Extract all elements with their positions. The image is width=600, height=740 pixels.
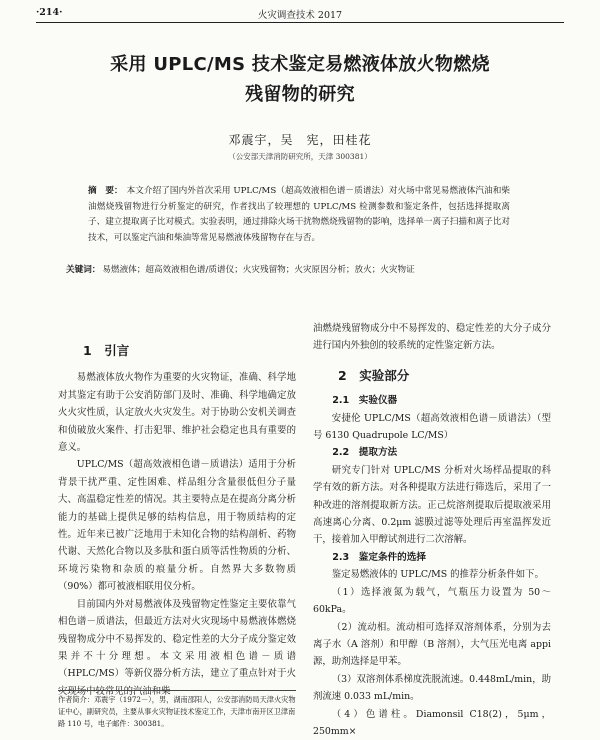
section-heading-introduction: 1 引言 [83, 343, 130, 358]
paragraph: 鉴定易燃液体的 UPLC/MS 的推荐分析条件如下。 [331, 569, 544, 581]
paragraph: 易燃液体放火物作为重要的火灾物证，准确、科学地对其鉴定有助于公安消防部门及时、准确、科学地确定放火火灾性质，认定放火火灾发生。对于协助公安机关调查和侦破放火案件、打击犯罪、维护社会稳定也具有重要的意义。 [58, 372, 296, 454]
list-item: （4）色谱柱。Diamonsil C18(2)，5μm，250mm× [313, 708, 551, 737]
title-line-1: 采用 UPLC/MS 技术鉴定易燃液体放火物燃烧 [110, 54, 490, 75]
authors: 邓震宇，吴 宪，田桂花 [228, 133, 372, 147]
abstract-label: 摘 要： [88, 186, 123, 196]
page-number: ·214· [36, 7, 63, 18]
paragraph: 安捷伦 UPLC/MS（超高效液相色谱－质谱法）（型号 6130 Quadrupole LC/MS） [313, 412, 551, 442]
paragraph: 研究专门针对 UPLC/MS 分析对火场样品提取的科学有效的新方法。对各种提取方法进行筛选后，采用了一种改进的溶剂提取新方法。正己烷溶剂提取后提取液采用高速离心分离、0.2μm 滤膜过滤等处理后再室温挥发近干，接着加入甲醇试剂进行二次溶解。 [313, 464, 551, 546]
list-item: （2）流动相。流动相可选择双溶剂体系，分别为去离子水（A 溶剂）和甲醇（B 溶剂），大气压光电离 appi 源，助剂选择是甲苯。 [313, 621, 551, 668]
journal-name: 火灾调查技术 2017 [257, 10, 343, 21]
left-column [58, 330, 296, 700]
running-header [36, 4, 564, 23]
subsection-heading-instrument: 2.1 实验仪器 [332, 395, 398, 407]
paper-title [40, 50, 560, 110]
list-item: （3）双溶剂体系梯度洗脱流速。0.448mL/min，助剂流速 0.033 mL/min。 [313, 673, 551, 703]
paragraph-continued: 油燃烧残留物成分中不易挥发的、稳定性差的大分子成分进行国内外独创的较系统的定性鉴定新方法。 [313, 323, 551, 352]
right-column [313, 320, 551, 740]
author-footnote: 作者简介：邓震宇（1972－），男，湖南邵阳人，公安部消防局天津火灾物证中心，副研究员，主要从事火灾物证技术鉴定工作，天津市南开区卫津南路 110 号，电子邮件：300381。 [58, 690, 296, 730]
subsection-heading-extraction: 2.2 提取方法 [332, 447, 398, 459]
abstract [88, 184, 510, 246]
keywords-label: 关键词： [66, 265, 101, 275]
title-line-2: 残留物的研究 [245, 84, 355, 105]
list-item: （1）选择液氮为载气，气瓶压力设置为 50～60kPa。 [313, 586, 551, 616]
paragraph: UPLC/MS（超高效液相色谱－质谱法）适用于分析背景干扰严重、定性困难、样品组分含量很低但分子量大、高温稳定性差的情况。其主要特点是在提高分离分析能力的基础上提供足够的结构信息，用于物质结构的定性。近年来已被广泛地用于未知化合物的结构剖析、药物代谢、天然化合物以及多肽和蛋白质等活性物质的分析、环境污染物和杂质的痕量分析。自然界大多数物质（90%）都可被液相联用仪分析。 [58, 459, 296, 593]
abstract-text: 本文介绍了国内外首次采用 UPLC/MS（超高效液相色谱－质谱法）对火场中常见易燃液体汽油和柴油燃烧残留物进行分析鉴定的研究，作者找出了较理想的 UPLC/MS 检测参数和鉴定条件，包括选择提取离子、建立提取离子比对模式。实验表明，通过排除火场干扰物燃烧残留物的影响，选择单一离子扫描和离子比对技术，可以鉴定汽油和柴油等常见易燃液体残留物存在与否。 [88, 186, 510, 243]
section-heading-experimental: 2 实验部分 [338, 367, 410, 383]
affiliation: （公安部天津消防研究所，天津 300381） [228, 152, 372, 161]
paragraph: 目前国内外对易燃液体及残留物定性鉴定主要依靠气相色谱－质谱法，但最近方法对火灾现场中易燃液体燃烧残留物成分中不易挥发的、稳定性差的大分子成分鉴定效果并不十分理想。本文采用液相色谱－质谱（HPLC/MS）等新仪器分析方法，建立了重点针对于火灾现场中较常见的汽油和柴 [58, 598, 296, 697]
keywords [66, 263, 560, 277]
keywords-text: 易燃液体；超高效液相色谱/质谱仪；火灾残留物；火灾原因分析；放火；火灾物证 [102, 265, 415, 275]
subsection-heading-conditions: 2.3 鉴定条件的选择 [332, 551, 426, 563]
